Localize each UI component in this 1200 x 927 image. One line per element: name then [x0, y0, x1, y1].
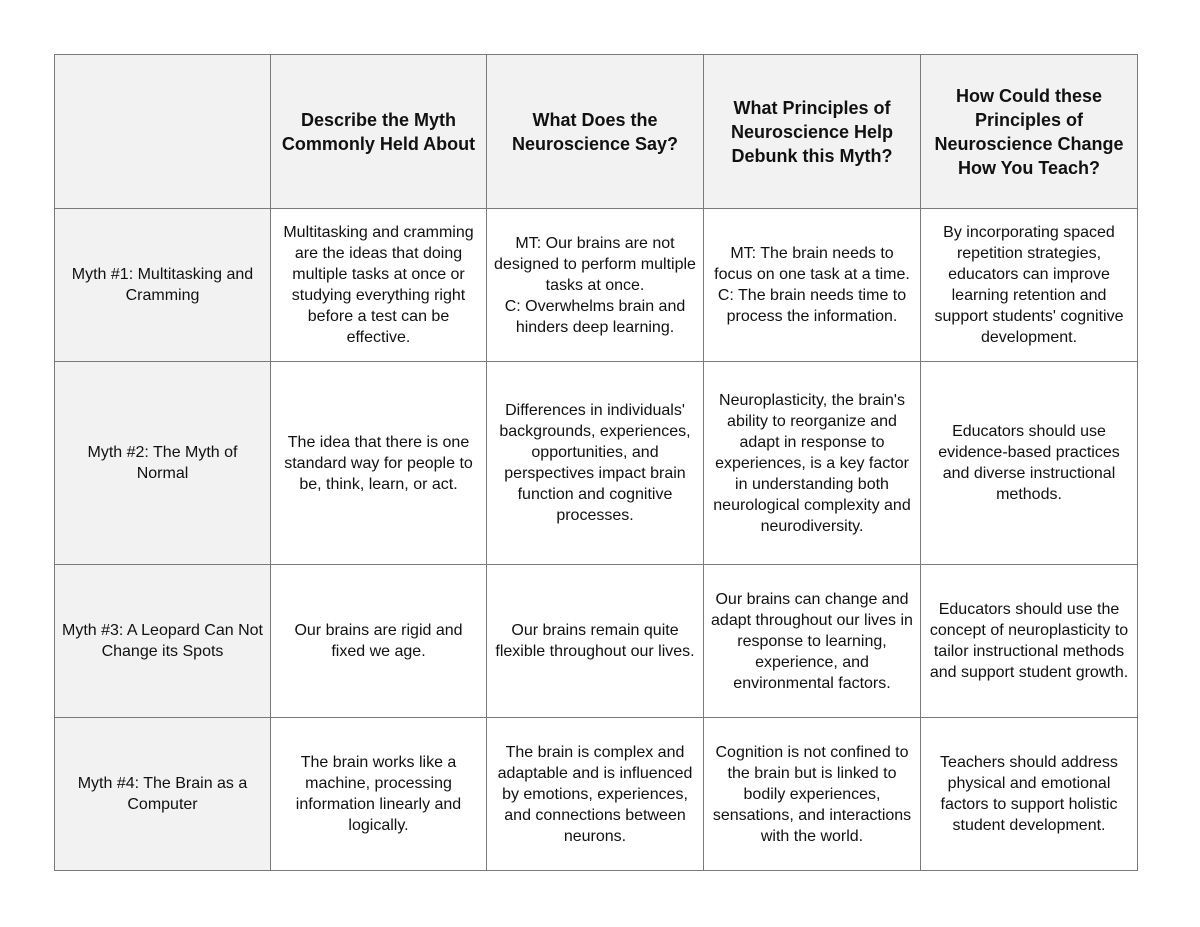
neuroscience-cell: Our brains remain quite flexible throughout our lives. [487, 565, 704, 718]
describe-cell: Multitasking and cramming are the ideas that doing multiple tasks at once or studying everything right before a test can be effective. [271, 209, 487, 362]
neuroscience-cell [487, 209, 704, 362]
header-teach: How Could these Principles of Neuroscience Change How You Teach? [921, 55, 1138, 209]
header-empty [55, 55, 271, 209]
describe-cell: The brain works like a machine, processing information linearly and logically. [271, 718, 487, 871]
neuroscience-text: MT: Our brains are not designed to perform multiple tasks at once. C: Overwhelms brain and hinders deep learning. [494, 234, 696, 336]
header-neuroscience: What Does the Neuroscience Say? [487, 55, 704, 209]
myth-label: Myth #3: A Leopard Can Not Change its Spots [55, 565, 271, 718]
principles-cell: Our brains can change and adapt throughout our lives in response to learning, experience, and environmental factors. [704, 565, 921, 718]
myth-table [54, 54, 1138, 871]
myth-label: Myth #1: Multitasking and Cramming [55, 209, 271, 362]
principles-cell: Neuroplasticity, the brain's ability to reorganize and adapt in response to experiences, is a key factor in understanding both neurological complexity and neurodiversity. [704, 362, 921, 565]
table-row [55, 565, 1138, 718]
myth-label: Myth #4: The Brain as a Computer [55, 718, 271, 871]
principles-cell [704, 209, 921, 362]
principles-text: MT: The brain needs to focus on one task at a time. C: The brain needs time to process the information. [714, 245, 910, 325]
describe-cell: The idea that there is one standard way for people to be, think, learn, or act. [271, 362, 487, 565]
header-principles: What Principles of Neuroscience Help Debunk this Myth? [704, 55, 921, 209]
table-row [55, 362, 1138, 565]
describe-cell: Our brains are rigid and fixed we age. [271, 565, 487, 718]
myth-label: Myth #2: The Myth of Normal [55, 362, 271, 565]
teach-cell: By incorporating spaced repetition strategies, educators can improve learning retention and support students' cognitive development. [921, 209, 1138, 362]
header-row [55, 55, 1138, 209]
neuroscience-cell: Differences in individuals' backgrounds, experiences, opportunities, and perspectives impact brain function and cognitive processes. [487, 362, 704, 565]
principles-cell: Cognition is not confined to the brain but is linked to bodily experiences, sensations, and interactions with the world. [704, 718, 921, 871]
teach-cell: Educators should use the concept of neuroplasticity to tailor instructional methods and support student growth. [921, 565, 1138, 718]
teach-cell: Educators should use evidence-based practices and diverse instructional methods. [921, 362, 1138, 565]
teach-cell: Teachers should address physical and emotional factors to support holistic student development. [921, 718, 1138, 871]
table-row [55, 718, 1138, 871]
neuroscience-cell: The brain is complex and adaptable and is influenced by emotions, experiences, and connections between neurons. [487, 718, 704, 871]
header-describe: Describe the Myth Commonly Held About [271, 55, 487, 209]
table-row [55, 209, 1138, 362]
